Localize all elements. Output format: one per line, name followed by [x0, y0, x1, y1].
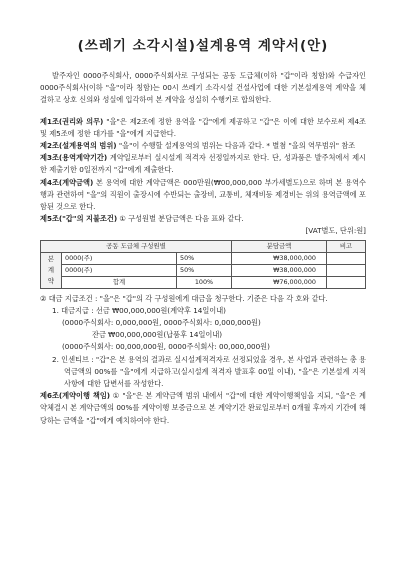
payment-item-2: 2. 인센티브 : "갑"은 본 용역의 결과로 실시설계적격자로 선정되었을 경우, 본 사업과 관련하는 총 용역금액의 00%를 "을"에게 지급하고(실시설계 적격자 발표후 00일 이내), "을"은 기본설계 지적사항에 대한 답변서를 작성한다. — [52, 354, 367, 389]
table-header-row — [41, 240, 366, 252]
party-cell: 0000(주) — [62, 252, 177, 264]
party-cell: 0000(주) — [62, 264, 177, 276]
table-total-row — [41, 276, 366, 288]
article-2 — [40, 140, 366, 152]
article-5 — [40, 213, 366, 225]
article-3-heading: 제3조(용역계약기간) — [40, 153, 108, 163]
article-4 — [40, 177, 366, 214]
article-5-heading: 제5조("갑"의 지불조건) — [40, 214, 118, 224]
article-1-body: "을"은 제2조에 정한 용역을 "갑"에게 제공하고 "갑"은 이에 대한 보수로써 제4조 및 제5조에 정한 대가를 "을"에게 지급한다. — [40, 116, 367, 138]
ratio-cell: 100% — [177, 276, 232, 288]
article-1 — [40, 116, 366, 140]
payment-item-1-breakdown: (0000주식회사: 0,000,000원, 0000주식회사: 0,000,000원) — [62, 318, 261, 328]
payment-balance-breakdown: (0000주식회사: 00,000,000원, 0000주식회사: 00,000,000원) — [62, 342, 270, 352]
amount-cell: ₩76,000,000 — [232, 276, 327, 288]
article-6 — [40, 390, 366, 427]
article-3 — [40, 152, 366, 176]
article-3-body: 계약일로부터 실시설계 적격자 선정일까지로 한다. 단, 성과품은 발주처에서 제시한 제출기한 0일전까지 "갑"에게 제출한다. — [40, 153, 366, 175]
article-4-body: 본 용역에 대한 계약금액은 000만원(₩00,000,000 부가세별도)으로 하며 본 용역수행과 관련하여 "을"의 직원이 출장시에 수반되는 출장비, 교통비, 체재비등 제경비는 위의 용역금액에 포함된 것으로 한다. — [40, 177, 366, 212]
note-cell — [327, 276, 366, 288]
payment-item-1: 1. 대금지급 : 선금 ₩00,000,000원(계약후 14일이내) — [52, 305, 226, 315]
amount-cell: ₩38,000,000 — [232, 264, 327, 276]
side-label: 본 계 약 — [41, 252, 62, 288]
table-row — [41, 264, 366, 276]
article-2-heading: 제2조(설계용역의 범위) — [40, 141, 117, 151]
article-5-body: ① 구성원별 분담금액은 다음 표와 같다. — [117, 214, 244, 224]
article-2-body: "을"이 수행할 설계용역의 범위는 다음과 같다. * 별첨 "을의 역무범위" 참조 — [116, 141, 356, 151]
payment-balance: 잔금 ₩00,000,000원(납품후 14일이내) — [92, 330, 223, 340]
table-row — [41, 252, 366, 264]
amount-cell: ₩38,000,000 — [232, 252, 327, 264]
party-cell: 합계 — [62, 276, 177, 288]
payment-share-table — [40, 240, 366, 289]
ratio-cell: 50% — [177, 252, 232, 264]
vat-note: [VAT별도, 단위:원] — [305, 226, 366, 236]
document-title: (쓰레기 소각시설)설계용역 계약서(안) — [77, 38, 329, 54]
header-party: 공동 도급체 구성원별 — [41, 240, 232, 252]
ratio-cell: 50% — [177, 264, 232, 276]
article-4-heading: 제4조(계약금액) — [40, 177, 94, 187]
spacer — [40, 107, 366, 116]
note-cell — [327, 264, 366, 276]
article-6-heading: 제6조(계약이행 책임) — [40, 391, 111, 401]
intro-paragraph: 발주자인 0000주식회사, 0000주식회사로 구성되는 공동 도급체(이하 "갑"이라 칭함)와 수급자인 0000주식회사(이하 "을"이라 칭함)는 00시 쓰레기 소각시설 건설사업에 대한 기본설계용역 계약을 체결하고 상호 신의와 성실에 입각하여 본 계약을 성실히 수행키로 합의한다. — [40, 71, 366, 105]
header-note: 비고 — [327, 240, 366, 252]
payment-condition-clause: ② 대금 지급조건 : "을"은 "갑"의 각 구성원에게 대금을 청구한다. 기준은 다음 각 호와 같다. — [40, 293, 328, 303]
header-amount: 분담금액 — [232, 240, 327, 252]
note-cell — [327, 252, 366, 264]
article-1-heading: 제1조(권리와 의무) — [40, 116, 104, 126]
article-6-body: ① "을"은 본 계약금액 범위 내에서 "갑"에 대한 계약이행책임을 지되, "을"은 계약체결시 본 계약금액의 00%를 계약이행 보증금으로 본 계약기간 완료일로부터 0개월 후까지 기간에 해당하는 금액을 "갑"에게 예치하여야 한다. — [40, 391, 366, 425]
